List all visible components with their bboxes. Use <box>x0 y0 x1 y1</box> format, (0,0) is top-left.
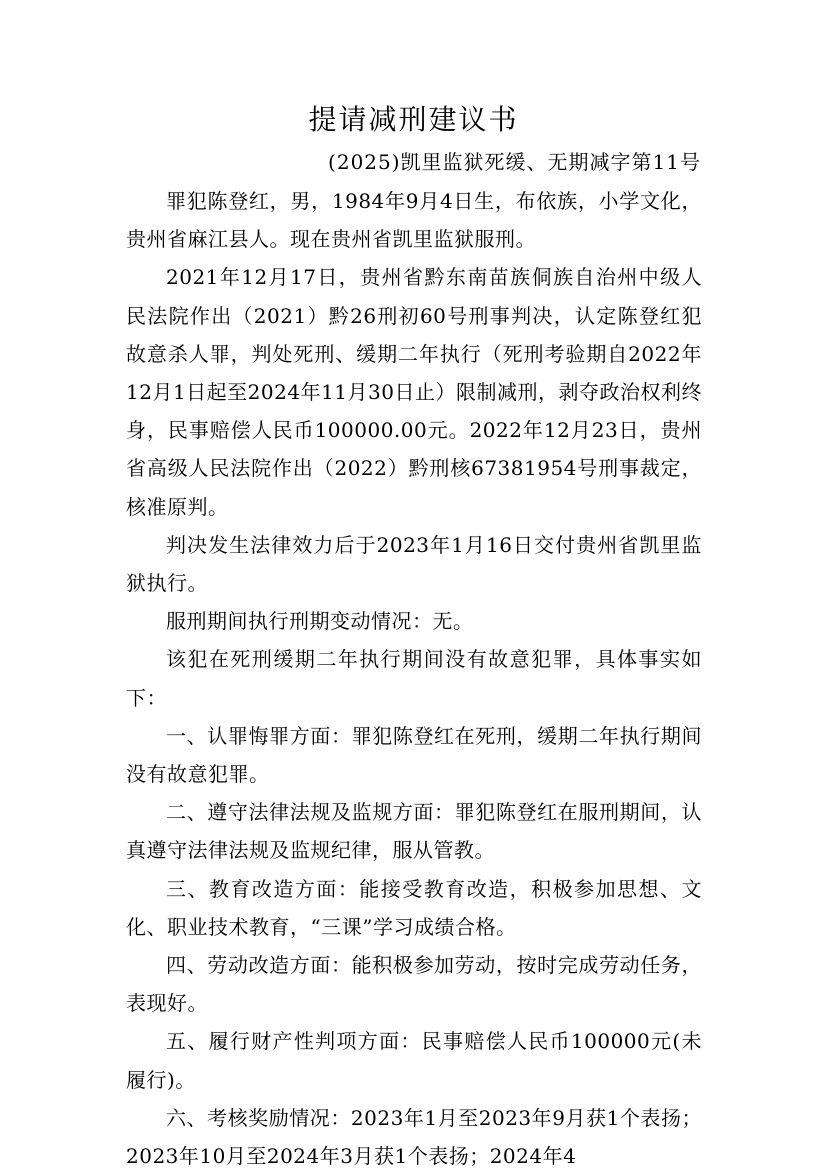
document-body <box>126 182 702 1175</box>
document-number: (2025)凯里监狱死缓、无期减字第11号 <box>328 150 701 174</box>
paragraph-judgment: 2021年12月17日，贵州省黔东南苗族侗族自治州中级人民法院作出（2021）黔26刑初60号刑事判决，认定陈登红犯故意杀人罪，判处死刑、缓期二年执行（死刑考验期自2022年12月1日起至2024年11月30日止）限制减刑，剥夺政治权利终身，民事赔偿人民币100000.00元。2022年12月23日，贵州省高级人民法院作出（2022）黔刑核67381954号刑事裁定，核准原判。 <box>126 265 702 519</box>
document-title: 提请减刑建议书 <box>308 103 519 136</box>
paragraph-repentance: 一、认罪悔罪方面：罪犯陈登红在死刑，缓期二年执行期间没有故意犯罪。 <box>126 723 702 787</box>
paragraph-criminal-info: 罪犯陈登红，男，1984年9月4日生，布依族，小学文化，贵州省麻江县人。现在贵州省凯里监狱服刑。 <box>126 189 702 252</box>
paragraph-law-compliance: 二、遵守法律法规及监规方面：罪犯陈登红在服刑期间，认真遵守法律法规及监规纪律，服从管教。 <box>126 800 702 863</box>
paragraph-sentence-changes: 服刑期间执行刑期变动情况：无。 <box>166 609 474 634</box>
paragraph-facts-intro: 该犯在死刑缓期二年执行期间没有故意犯罪，具体事实如下： <box>126 647 702 710</box>
paragraph-labor: 四、劳动改造方面：能积极参加劳动，按时完成劳动任务，表现好。 <box>126 953 702 1016</box>
paragraph-rewards: 六、考核奖励情况：2023年1月至2023年9月获1个表扬；2023年10月至2024年3月获1个表扬；2024年4 <box>126 1105 702 1169</box>
paragraph-property-judgment: 五、履行财产性判项方面：民事赔偿人民币100000元(未履行)。 <box>126 1029 702 1092</box>
paragraph-education: 三、教育改造方面：能接受教育改造，积极参加思想、文化、职业技术教育，“三课”学习成绩合格。 <box>126 876 702 939</box>
paragraph-execution: 判决发生法律效力后于2023年1月16日交付贵州省凯里监狱执行。 <box>126 532 702 596</box>
